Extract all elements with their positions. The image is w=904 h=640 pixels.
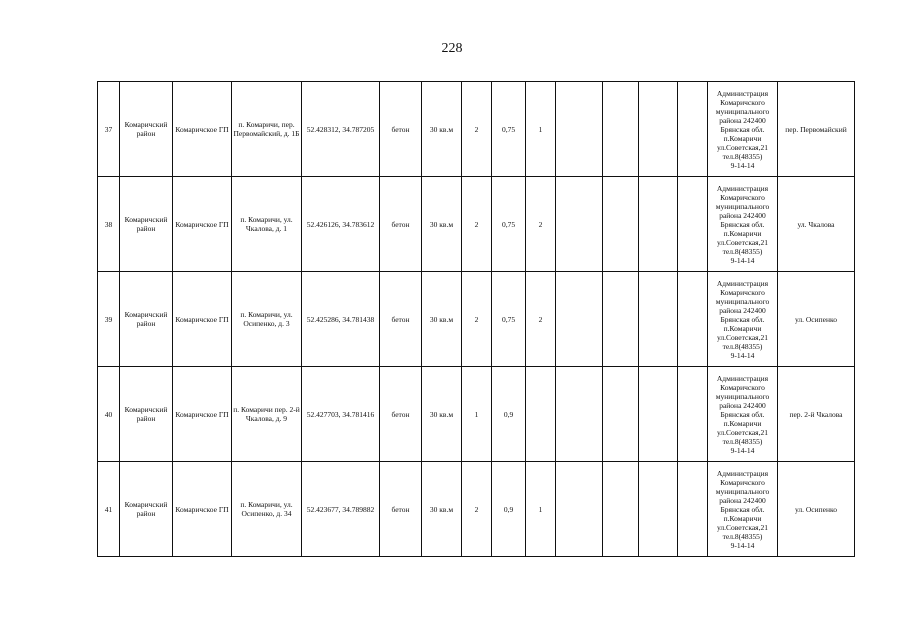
settlement-cell: Комаричское ГП: [173, 272, 232, 367]
volume-cell: 0,9: [492, 367, 526, 462]
extra-count-cell: 2: [526, 272, 556, 367]
owner-admin-line: Комаричского: [720, 97, 765, 107]
empty-cell: [603, 177, 639, 272]
row-number: 41: [98, 462, 120, 557]
page-number: 228: [441, 41, 463, 56]
surface-cell: бетон: [380, 272, 422, 367]
owner-admin-line: Брянская обл.: [720, 409, 765, 419]
volume-cell: 0,75: [492, 177, 526, 272]
owner-admin-line: п.Комаричи: [723, 133, 762, 143]
owner-admin-line: 9-14-14: [730, 540, 755, 550]
empty-cell: [639, 462, 678, 557]
coordinates-cell: 52.425286, 34.781438: [302, 272, 380, 367]
table-row: [98, 462, 855, 557]
owner-admin-line: района 242400: [719, 305, 766, 315]
owner-admin-line: муниципального: [715, 201, 770, 211]
owner-admin-line: тел.8(48355): [722, 341, 763, 351]
owner-admin-line: района 242400: [719, 400, 766, 410]
containers-count-cell: 2: [462, 82, 492, 177]
owner-admin-line: муниципального: [715, 106, 770, 116]
owner-admin-line: муниципального: [715, 486, 770, 496]
empty-cell: [678, 462, 708, 557]
settlement-cell: Комаричское ГП: [173, 462, 232, 557]
table-row: [98, 82, 855, 177]
volume-cell: 0,9: [492, 462, 526, 557]
owner-admin-line: Администрация: [716, 373, 769, 383]
area-cell: 30 кв.м: [422, 82, 462, 177]
owner-admin-line: ул.Советская,21: [717, 332, 768, 342]
row-number: 39: [98, 272, 120, 367]
owner-admin-line: ул.Советская,21: [717, 237, 768, 247]
owner-admin-line: ул.Советская,21: [717, 427, 768, 437]
address-cell: п. Комаричи, ул. Осипенко, д. 34: [232, 462, 302, 557]
owner-admin-line: муниципального: [715, 296, 770, 306]
surface-cell: бетон: [380, 367, 422, 462]
extra-count-cell: 1: [526, 82, 556, 177]
street-cell: ул. Чкалова: [778, 177, 855, 272]
empty-cell: [678, 272, 708, 367]
owner-admin-cell: [708, 367, 778, 462]
empty-cell: [556, 462, 603, 557]
owner-admin-line: Комаричского: [720, 192, 765, 202]
empty-cell: [639, 272, 678, 367]
empty-cell: [639, 177, 678, 272]
coordinates-cell: 52.423677, 34.789882: [302, 462, 380, 557]
owner-admin-line: Администрация: [716, 278, 769, 288]
owner-admin-line: Администрация: [716, 183, 769, 193]
surface-cell: бетон: [380, 462, 422, 557]
owner-admin-line: Брянская обл.: [720, 504, 765, 514]
district-cell: Комаричский район: [120, 272, 173, 367]
owner-admin-line: Администрация: [716, 468, 769, 478]
owner-admin-line: Комаричского: [720, 382, 765, 392]
surface-cell: бетон: [380, 177, 422, 272]
row-number: 40: [98, 367, 120, 462]
area-cell: 30 кв.м: [422, 272, 462, 367]
owner-admin-line: Комаричского: [720, 477, 765, 487]
owner-admin-line: 9-14-14: [730, 445, 755, 455]
owner-admin-line: Брянская обл.: [720, 124, 765, 134]
owner-admin-line: тел.8(48355): [722, 531, 763, 541]
volume-cell: 0,75: [492, 272, 526, 367]
owner-admin-line: ул.Советская,21: [717, 522, 768, 532]
coordinates-cell: 52.427703, 34.781416: [302, 367, 380, 462]
table-row: [98, 272, 855, 367]
settlement-cell: Комаричское ГП: [173, 177, 232, 272]
empty-cell: [556, 177, 603, 272]
owner-admin-cell: [708, 177, 778, 272]
containers-count-cell: 2: [462, 462, 492, 557]
owner-admin-line: п.Комаричи: [723, 228, 762, 238]
extra-count-cell: 1: [526, 462, 556, 557]
empty-cell: [556, 272, 603, 367]
owner-admin-line: района 242400: [719, 495, 766, 505]
owner-admin-line: Администрация: [716, 88, 769, 98]
owner-admin-cell: [708, 82, 778, 177]
extra-count-cell: [526, 367, 556, 462]
owner-admin-line: района 242400: [719, 115, 766, 125]
owner-admin-line: тел.8(48355): [722, 246, 763, 256]
district-cell: Комаричский район: [120, 462, 173, 557]
empty-cell: [603, 367, 639, 462]
table-body: [98, 82, 855, 557]
row-number: 37: [98, 82, 120, 177]
extra-count-cell: 2: [526, 177, 556, 272]
district-cell: Комаричский район: [120, 367, 173, 462]
owner-admin-line: муниципального: [715, 391, 770, 401]
owner-admin-line: района 242400: [719, 210, 766, 220]
row-number: 38: [98, 177, 120, 272]
owner-admin-line: Брянская обл.: [720, 219, 765, 229]
owner-admin-line: тел.8(48355): [722, 436, 763, 446]
volume-cell: 0,75: [492, 82, 526, 177]
owner-admin-line: п.Комаричи: [723, 323, 762, 333]
empty-cell: [556, 367, 603, 462]
settlement-cell: Комаричское ГП: [173, 82, 232, 177]
empty-cell: [639, 367, 678, 462]
empty-cell: [603, 272, 639, 367]
coordinates-cell: 52.428312, 34.787205: [302, 82, 380, 177]
empty-cell: [639, 82, 678, 177]
table-row: [98, 177, 855, 272]
street-cell: пер. 2-й Чкалова: [778, 367, 855, 462]
coordinates-cell: 52.426126, 34.783612: [302, 177, 380, 272]
address-cell: п. Комаричи, ул. Чкалова, д. 1: [232, 177, 302, 272]
owner-admin-line: тел.8(48355): [722, 151, 763, 161]
empty-cell: [678, 177, 708, 272]
empty-cell: [603, 462, 639, 557]
owner-admin-line: Брянская обл.: [720, 314, 765, 324]
settlement-cell: Комаричское ГП: [173, 367, 232, 462]
owner-admin-line: 9-14-14: [730, 350, 755, 360]
owner-admin-line: 9-14-14: [730, 255, 755, 265]
containers-count-cell: 2: [462, 177, 492, 272]
address-cell: п. Комаричи, ул. Осипенко, д. 3: [232, 272, 302, 367]
owner-admin-line: ул.Советская,21: [717, 142, 768, 152]
street-cell: ул. Осипенко: [778, 272, 855, 367]
containers-count-cell: 1: [462, 367, 492, 462]
district-cell: Комаричский район: [120, 82, 173, 177]
area-cell: 30 кв.м: [422, 177, 462, 272]
owner-admin-line: п.Комаричи: [723, 513, 762, 523]
street-cell: ул. Осипенко: [778, 462, 855, 557]
district-cell: Комаричский район: [120, 177, 173, 272]
owner-admin-line: п.Комаричи: [723, 418, 762, 428]
owner-admin-cell: [708, 272, 778, 367]
area-cell: 30 кв.м: [422, 367, 462, 462]
owner-admin-line: 9-14-14: [730, 160, 755, 170]
area-cell: 30 кв.м: [422, 462, 462, 557]
container-sites-table: [97, 81, 855, 557]
owner-admin-line: Комаричского: [720, 287, 765, 297]
surface-cell: бетон: [380, 82, 422, 177]
empty-cell: [678, 82, 708, 177]
empty-cell: [603, 82, 639, 177]
address-cell: п. Комаричи пер. 2-й Чкалова, д. 9: [232, 367, 302, 462]
address-cell: п. Комаричи, пер. Первомайский, д. 1Б: [232, 82, 302, 177]
street-cell: пер. Первомайский: [778, 82, 855, 177]
containers-count-cell: 2: [462, 272, 492, 367]
owner-admin-cell: [708, 462, 778, 557]
table-row: [98, 367, 855, 462]
empty-cell: [678, 367, 708, 462]
empty-cell: [556, 82, 603, 177]
